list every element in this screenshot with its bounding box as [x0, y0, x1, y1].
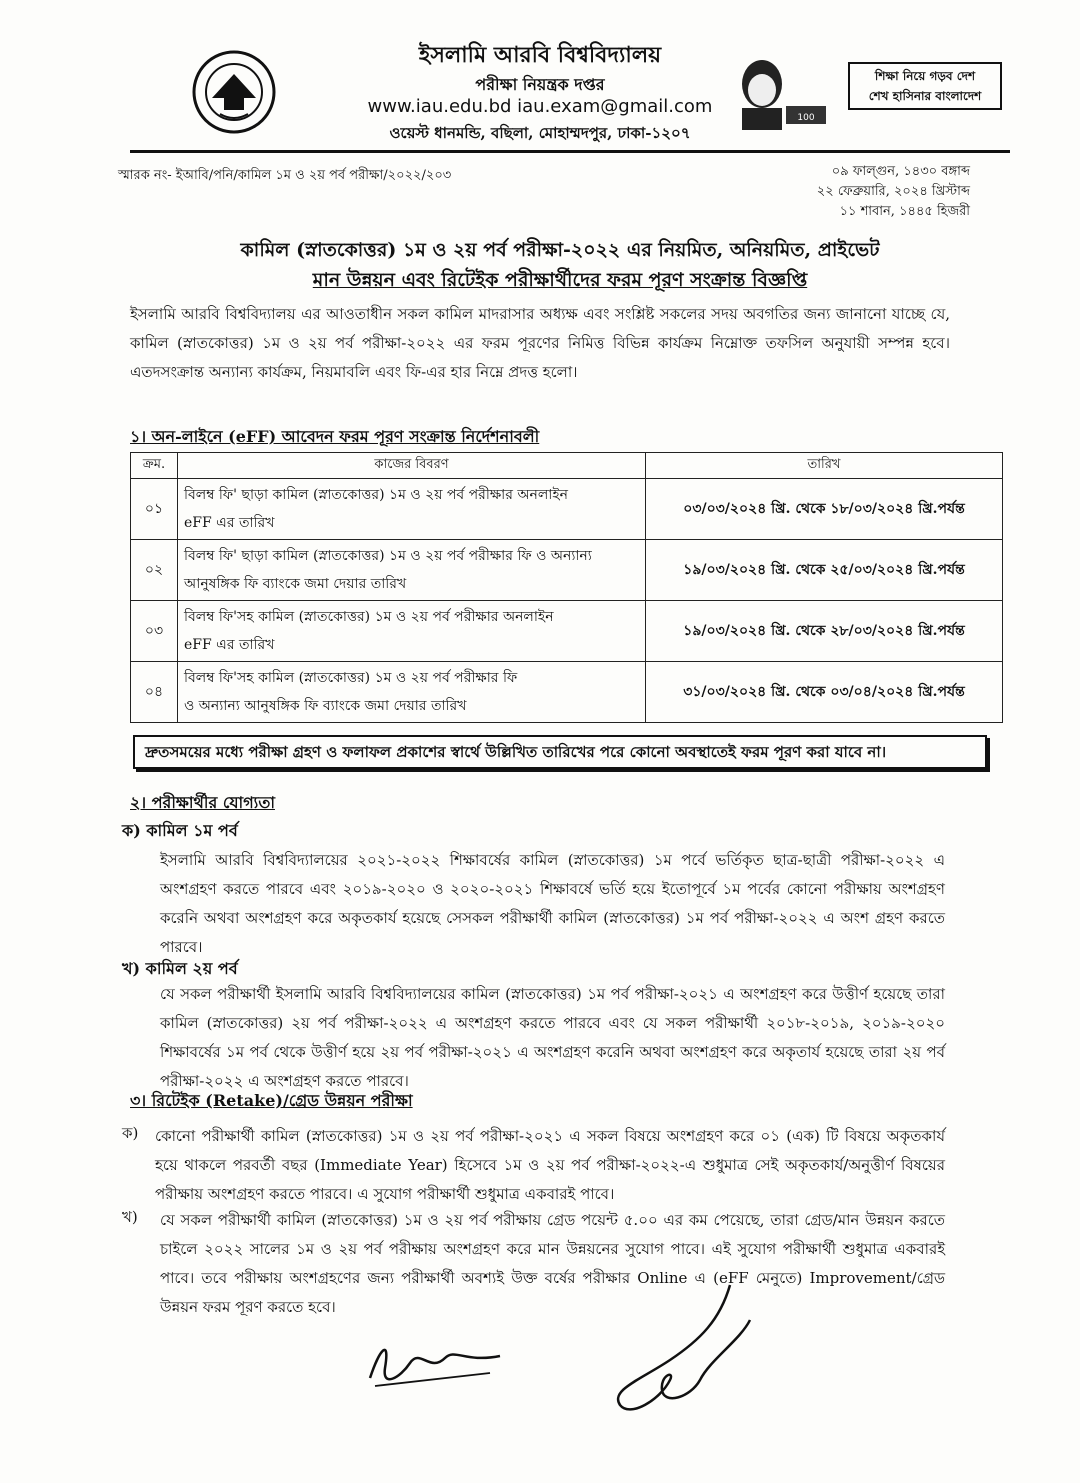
office-name: পরীক্ষা নিয়ন্ত্রক দপ্তর — [475, 75, 605, 94]
signature-1 — [360, 1318, 510, 1398]
row-serial: ০৪ — [131, 662, 178, 723]
row-description-line-2: eFF এর তারিখ — [184, 515, 275, 531]
table-header-row — [131, 453, 1003, 479]
slogan-line-2: শেখ হাসিনার বাংলাদেশ — [868, 89, 982, 103]
row-description-line-2: ও অন্যান্য আনুষঙ্গিক ফি ব্যাংকে জমা দেয়ার তারিখ — [184, 698, 467, 714]
retake-item-a-text: কোনো পরীক্ষার্থী কামিল (স্নাতকোত্তর) ১ম ও ২য় পর্ব পরীক্ষা-২০২১ এ সকল বিষয়ে অংশগ্রহণ করে ০১ (এক) টি বিষয়ে অকৃতকার্য হয়ে থাকলে পরবর্তী বছর (Immediate Year) হিসেবে ১ম ও ২য় পর্ব পরীক্ষা-২০২২-এ শুধুমাত্র সেই অকৃতকার্য/অনুত্তীর্ণ বিষয়ের পরীক্ষায় অংশগ্রহণ করতে পারবে। এ সুযোগ পরীক্ষার্থী শুধুমাত্র একবারই পাবে। — [155, 1127, 945, 1203]
row-date: ১৯/০৩/২০২৪ খ্রি. থেকে ২৫/০৩/২০২৪ খ্রি.পর্যন্ত — [646, 540, 1003, 601]
row-date: ১৯/০৩/২০২৪ খ্রি. থেকে ২৮/০৩/২০২৪ খ্রি.পর্যন্ত — [646, 601, 1003, 662]
signature-2 — [600, 1280, 760, 1420]
intro-paragraph: ইসলামি আরবি বিশ্ববিদ্যালয় এর আওতাধীন সকল কামিল মাদরাসার অধ্যক্ষ এবং সংশ্লিষ্ট সকলের সদয় অবগতির জন্য জানানো যাচ্ছে যে, কামিল (স্নাতকোত্তর) ১ম ও ২য় পর্ব পরীক্ষা-২০২২ এর ফরম পূরণের নিমিত্ত বিভিন্ন কার্যক্রম নিম্নোক্ত তফসিল অনুযায়ী সম্পন্ন হবে। এতদসংক্রান্ত অন্যান্য কার্যক্রম, নিয়মাবলি এবং ফি-এর হার নিম্নে প্রদত্ত হলো। — [130, 305, 950, 381]
row-date: ০৩/০৩/২০২৪ খ্রি. থেকে ১৮/০৩/২০২৪ খ্রি.পর্যন্ত — [646, 479, 1003, 540]
office-address: ওয়েস্ট ধানমন্ডি, বছিলা, মোহাম্মদপুর, ঢাকা-১২০৭ — [389, 124, 691, 142]
retake-item-a-label: ক) — [122, 1124, 139, 1142]
col-header-serial: ক্রম. — [131, 453, 178, 479]
row-serial: ০১ — [131, 479, 178, 540]
row-serial: ০২ — [131, 540, 178, 601]
slogan-line-1: শিক্ষা নিয়ে গড়ব দেশ — [874, 69, 976, 83]
row-description-line-1: বিলম্ব ফি'সহ কামিল (স্নাতকোত্তর) ১ম ও ২য় পর্ব পরীক্ষার ফি — [184, 670, 518, 686]
deadline-notice-box: দ্রুতসময়ের মধ্যে পরীক্ষা গ্রহণ ও ফলাফল প্রকাশের স্বার্থে উল্লিখিত তারিখের পরে কোনো অবস্থাতেই ফরম পূরণ করা যাবে না। — [133, 735, 987, 769]
section-2-heading: ২। পরীক্ষার্থীর যোগ্যতা — [130, 793, 275, 812]
notice-title-line-1: কামিল (স্নাতকোত্তর) ১ম ও ২য় পর্ব পরীক্ষা-২০২২ এর নিয়মিত, অনিয়মিত, প্রাইভেট — [240, 239, 880, 261]
col-header-description: কাজের বিবরণ — [178, 453, 646, 479]
table-row — [131, 601, 1003, 662]
date-block — [770, 162, 970, 222]
row-description-line-1: বিলম্ব ফি' ছাড়া কামিল (স্নাতকোত্তর) ১ম ও ২য় পর্ব পরীক্ষার অনলাইন — [184, 487, 569, 503]
portrait-image — [728, 50, 828, 130]
section-3-heading: ৩। রিটেইক (Retake)/গ্রেড উন্নয়ন পরীক্ষা — [130, 1091, 413, 1110]
row-serial: ০৩ — [131, 601, 178, 662]
header-divider — [130, 150, 1010, 153]
row-description — [178, 540, 646, 601]
row-description — [178, 479, 646, 540]
row-description-line-2: eFF এর তারিখ — [184, 637, 275, 653]
table-row — [131, 540, 1003, 601]
col-header-date: তারিখ — [646, 453, 1003, 479]
date-bangla: ০৯ ফাল্গুন, ১৪৩০ বঙ্গাব্দ — [831, 164, 970, 179]
row-description-line-1: বিলম্ব ফি' ছাড়া কামিল (স্নাতকোত্তর) ১ম ও ২য় পর্ব পরীক্ষার ফি ও অন্যান্য — [184, 548, 592, 564]
slogan-box — [848, 62, 1002, 110]
improvement-item-b-label: খ) — [122, 1208, 138, 1226]
notice-title-line-2: মান উন্নয়ন এবং রিটেইক পরীক্ষার্থীদের ফরম পূরণ সংক্রান্ত বিজ্ঞপ্তি — [312, 269, 808, 291]
section-1-heading: ১। অন-লাইনে (eFF) আবেদন ফরম পূরণ সংক্রান্ত নির্দেশনাবলী — [130, 427, 540, 446]
kamil-second-part-heading: খ) কামিল ২য় পর্ব — [122, 959, 238, 978]
row-description — [178, 601, 646, 662]
date-english: ২২ ফেব্রুয়ারি, ২০২৪ খ্রিস্টাব্দ — [816, 184, 970, 199]
table-row — [131, 479, 1003, 540]
row-description — [178, 662, 646, 723]
improvement-item-b-text: যে সকল পরীক্ষার্থী কামিল (স্নাতকোত্তর) ১ম ও ২য় পর্ব পরীক্ষায় গ্রেড পয়েন্ট ৫.০০ এর কম পেয়েছে, তারা গ্রেড/মান উন্নয়ন করতে চাইলে ২০২২ সালের ১ম ও ২য় পর্ব পরীক্ষায় অংশগ্রহণ করে মান উন্নয়নের সুযোগ পাবে। এই সুযোগ পরীক্ষার্থী শুধুমাত্র একবারই পাবে। তবে পরীক্ষায় অংশগ্রহণের জন্য পরীক্ষার্থী অবশ্যই উক্ত বর্ষের পরীক্ষার Online এ (eFF মেনুতে) Improvement/গ্রেড উন্নয়ন ফরম পূরণ করতে হবে। — [160, 1211, 945, 1316]
svg-text:100: 100 — [797, 113, 815, 123]
kamil-first-part-heading: ক) কামিল ১ম পর্ব — [122, 821, 238, 840]
kamil-second-part-text: যে সকল পরীক্ষার্থী ইসলামি আরবি বিশ্ববিদ্যালয়ের কামিল (স্নাতকোত্তর) ১ম পর্ব পরীক্ষা-২০২১ এ অংশগ্রহণ করে উত্তীর্ণ হয়েছে তারা কামিল (স্নাতকোত্তর) ২য় পর্ব পরীক্ষা-২০২২ এ অংশগ্রহণ করতে পারবে এবং যে সকল পরীক্ষার্থী ২০১৮-২০১৯, ২০১৯-২০২০ শিক্ষাবর্ষের ১ম পর্ব থেকে উত্তীর্ণ হয়ে ২য় পর্ব পরীক্ষা-২০২১ এ অংশগ্রহণ করেনি অথবা অংশগ্রহণ করে অকৃতার্য হয়েছে তারা ২য় পর্ব পরীক্ষা-২০২২ এ অংশগ্রহণ করতে পারবে। — [160, 985, 945, 1090]
row-description-line-2: আনুষঙ্গিক ফি ব্যাংকে জমা দেয়ার তারিখ — [184, 576, 407, 592]
row-description-line-1: বিলম্ব ফি'সহ কামিল (স্নাতকোত্তর) ১ম ও ২য় পর্ব পরীক্ষার অনলাইন — [184, 609, 554, 625]
row-date: ৩১/০৩/২০২৪ খ্রি. থেকে ০৩/০৪/২০২৪ খ্রি.পর্যন্ত — [646, 662, 1003, 723]
date-hijri: ১১ শাবান, ১৪৪৫ হিজরী — [839, 204, 970, 219]
memo-reference: স্মারক নং- ইআবি/পনি/কামিল ১ম ও ২য় পর্ব পরীক্ষা/২০২২/২০৩ — [118, 168, 452, 183]
schedule-table — [130, 452, 1003, 723]
university-name: ইসলামি আরবি বিশ্ববিদ্যালয় — [418, 42, 662, 68]
table-row — [131, 662, 1003, 723]
contact-web-email: www.iau.edu.bd iau.exam@gmail.com — [367, 96, 713, 117]
kamil-first-part-text: ইসলামি আরবি বিশ্ববিদ্যালয়ের ২০২১-২০২২ শিক্ষাবর্ষের কামিল (স্নাতকোত্তর) ১ম পর্বে ভর্তিকৃত ছাত্র-ছাত্রী পরীক্ষা-২০২২ এ অংশগ্রহণ করতে পারবে এবং ২০১৯-২০২০ ও ২০২০-২০২১ শিক্ষাবর্ষে ভর্তি হয়ে ইতোপূর্বে ১ম পর্বের কোনো পরীক্ষায় অংশগ্রহণ করেনি অথবা অংশগ্রহণ করে অকৃতকার্য হয়েছে সেসকল পরীক্ষার্থী কামিল (স্নাতকোত্তর) ১ম পর্ব পরীক্ষা-২০২২ এ অংশ গ্রহণ করতে পারবে। — [160, 851, 945, 956]
